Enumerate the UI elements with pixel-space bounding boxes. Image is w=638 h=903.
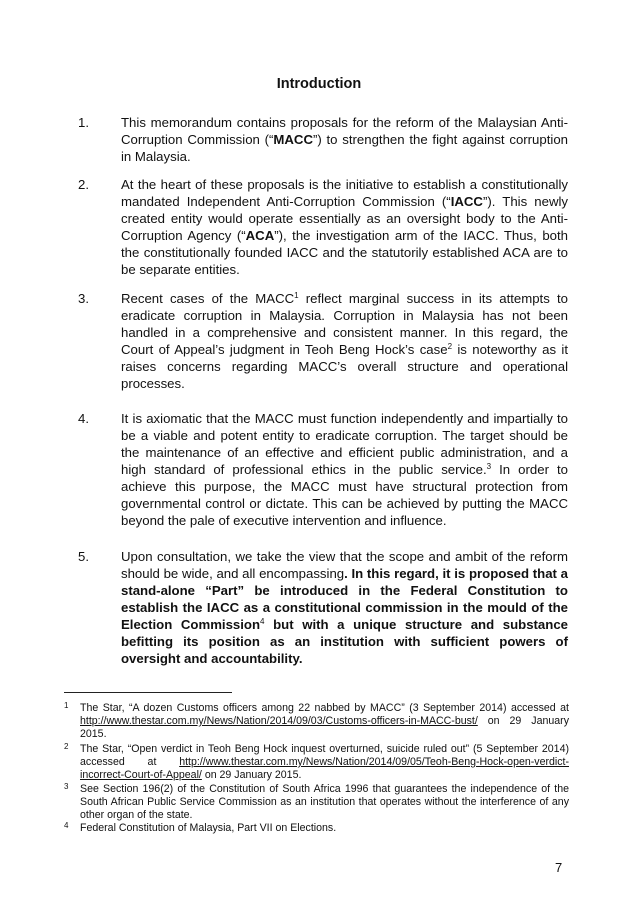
bold-term-aca: ACA <box>245 228 275 243</box>
footnote-1 <box>64 702 569 741</box>
footnote-text: Federal Constitution of Malaysia, Part VII on Elections. <box>80 822 337 834</box>
paragraph-4 <box>78 410 568 529</box>
section-heading: Introduction <box>276 76 362 92</box>
footnote-text: See Section 196(2) of the Constitution of South Africa 1996 that guarantees the independence of the South African Public Service Commission as an institution that operates without the interference of any other organ of the state. <box>80 783 569 821</box>
paragraph-text <box>121 548 568 667</box>
text-run: ”), the investigation arm of the IACC. Thus, both the constitutionally founded IACC and the statutorily established ACA are to be separate entities. <box>121 228 568 277</box>
bold-proposal-text: . In this regard, it is proposed that a stand-alone “Part” be introduced in the Federal Constitution to establish the IACC as a constitutional commission in the mould of the Election Commission <box>121 566 568 632</box>
paragraph-2 <box>78 176 568 278</box>
footnote-text <box>80 702 569 741</box>
text-run: on 29 January 2015. <box>80 715 569 740</box>
text-run: Recent cases of the MACC <box>121 291 295 306</box>
footnote-number: 4 <box>64 821 69 830</box>
text-run: At the heart of these proposals is the initiative to establish a constitutionally mandated Independent Anti-Corruption Commission (“ <box>121 177 568 209</box>
paragraph-text <box>121 114 568 165</box>
paragraph-number: 3. <box>78 291 89 306</box>
paragraph-3 <box>78 290 568 392</box>
text-run: is noteworthy as it raises concerns regarding MACC’s overall structure and operational processes. <box>121 342 568 391</box>
footnote-link[interactable]: http://www.thestar.com.my/News/Nation/2014/09/05/Teoh-Beng-Hock-open-verdict-incorrect-Court-of-Appeal/ <box>80 756 569 781</box>
text-run: The Star, “A dozen Customs officers among 22 nabbed by MACC” (3 September 2014) accessed at <box>80 702 569 714</box>
text-run: on 29 January 2015. <box>201 769 302 781</box>
paragraph-number: 5. <box>78 549 89 564</box>
text-run: It is axiomatic that the MACC must function independently and impartially to be a viable and potent entity to eradicate corruption. The target should be the maintenance of an effective and efficient public administration, and a high standard of professional ethics in the public service. <box>121 411 568 477</box>
footnote-2 <box>64 743 569 782</box>
text-run: In order to achieve this purpose, the MACC must have structural protection from governmental control or dictate. This can be achieved by putting the MACC beyond the pale of executive intervention and influence. <box>121 462 569 528</box>
text-run: ”) to strengthen the fight against corruption in Malaysia. <box>121 132 568 164</box>
footnote-ref-4[interactable]: 4 <box>260 617 265 626</box>
footnote-number: 3 <box>64 782 69 791</box>
text-run: This memorandum contains proposals for the reform of the Malaysian Anti-Corruption Commission (“ <box>121 115 568 147</box>
text-run: The Star, “Open verdict in Teoh Beng Hock inquest overturned, suicide ruled out” (5 September 2014) accessed at <box>80 743 569 768</box>
footnote-ref-1[interactable]: 1 <box>294 291 299 300</box>
text-run: Upon consultation, we take the view that the scope and ambit of the reform should be wide, and all encompassing <box>121 549 568 581</box>
bold-term-macc: MACC <box>273 132 313 147</box>
footnote-ref-2[interactable]: 2 <box>447 342 453 351</box>
footnote-ref-3[interactable]: 3 <box>486 462 492 471</box>
footnote-text <box>80 743 569 782</box>
paragraph-number: 4. <box>78 411 89 426</box>
paragraph-1 <box>78 114 568 165</box>
paragraph-text <box>121 290 568 392</box>
text-run: ”). This newly created entity would operate essentially as an oversight body to the Anti-Corruption Agency (“ <box>121 194 568 243</box>
footnote-separator <box>64 692 232 693</box>
paragraph-number: 1. <box>78 115 89 130</box>
bold-proposal-text: but with a unique structure and substance befitting its position as an institution with sufficient powers of oversight and accountability. <box>121 617 568 666</box>
paragraph-number: 2. <box>78 177 89 192</box>
footnote-number: 2 <box>64 742 69 751</box>
footnote-4 <box>64 822 569 835</box>
page-number: 7 <box>555 860 563 875</box>
footnote-link[interactable]: http://www.thestar.com.my/News/Nation/2014/09/03/Customs-officers-in-MACC-bust/ <box>80 715 478 727</box>
paragraph-5 <box>78 548 568 667</box>
paragraph-text <box>121 410 568 529</box>
bold-term-iacc: IACC <box>450 194 483 209</box>
footnote-number: 1 <box>64 701 69 710</box>
footnote-3 <box>64 783 569 822</box>
paragraph-text <box>121 176 568 278</box>
text-run: reflect marginal success in its attempts to eradicate corruption in Malaysia. Corruption in Malaysia has not been handled in a comprehensive and consistent manner. In this regard, the Court of Appeal’s judgment in Teoh Beng Hock’s case <box>121 291 568 357</box>
